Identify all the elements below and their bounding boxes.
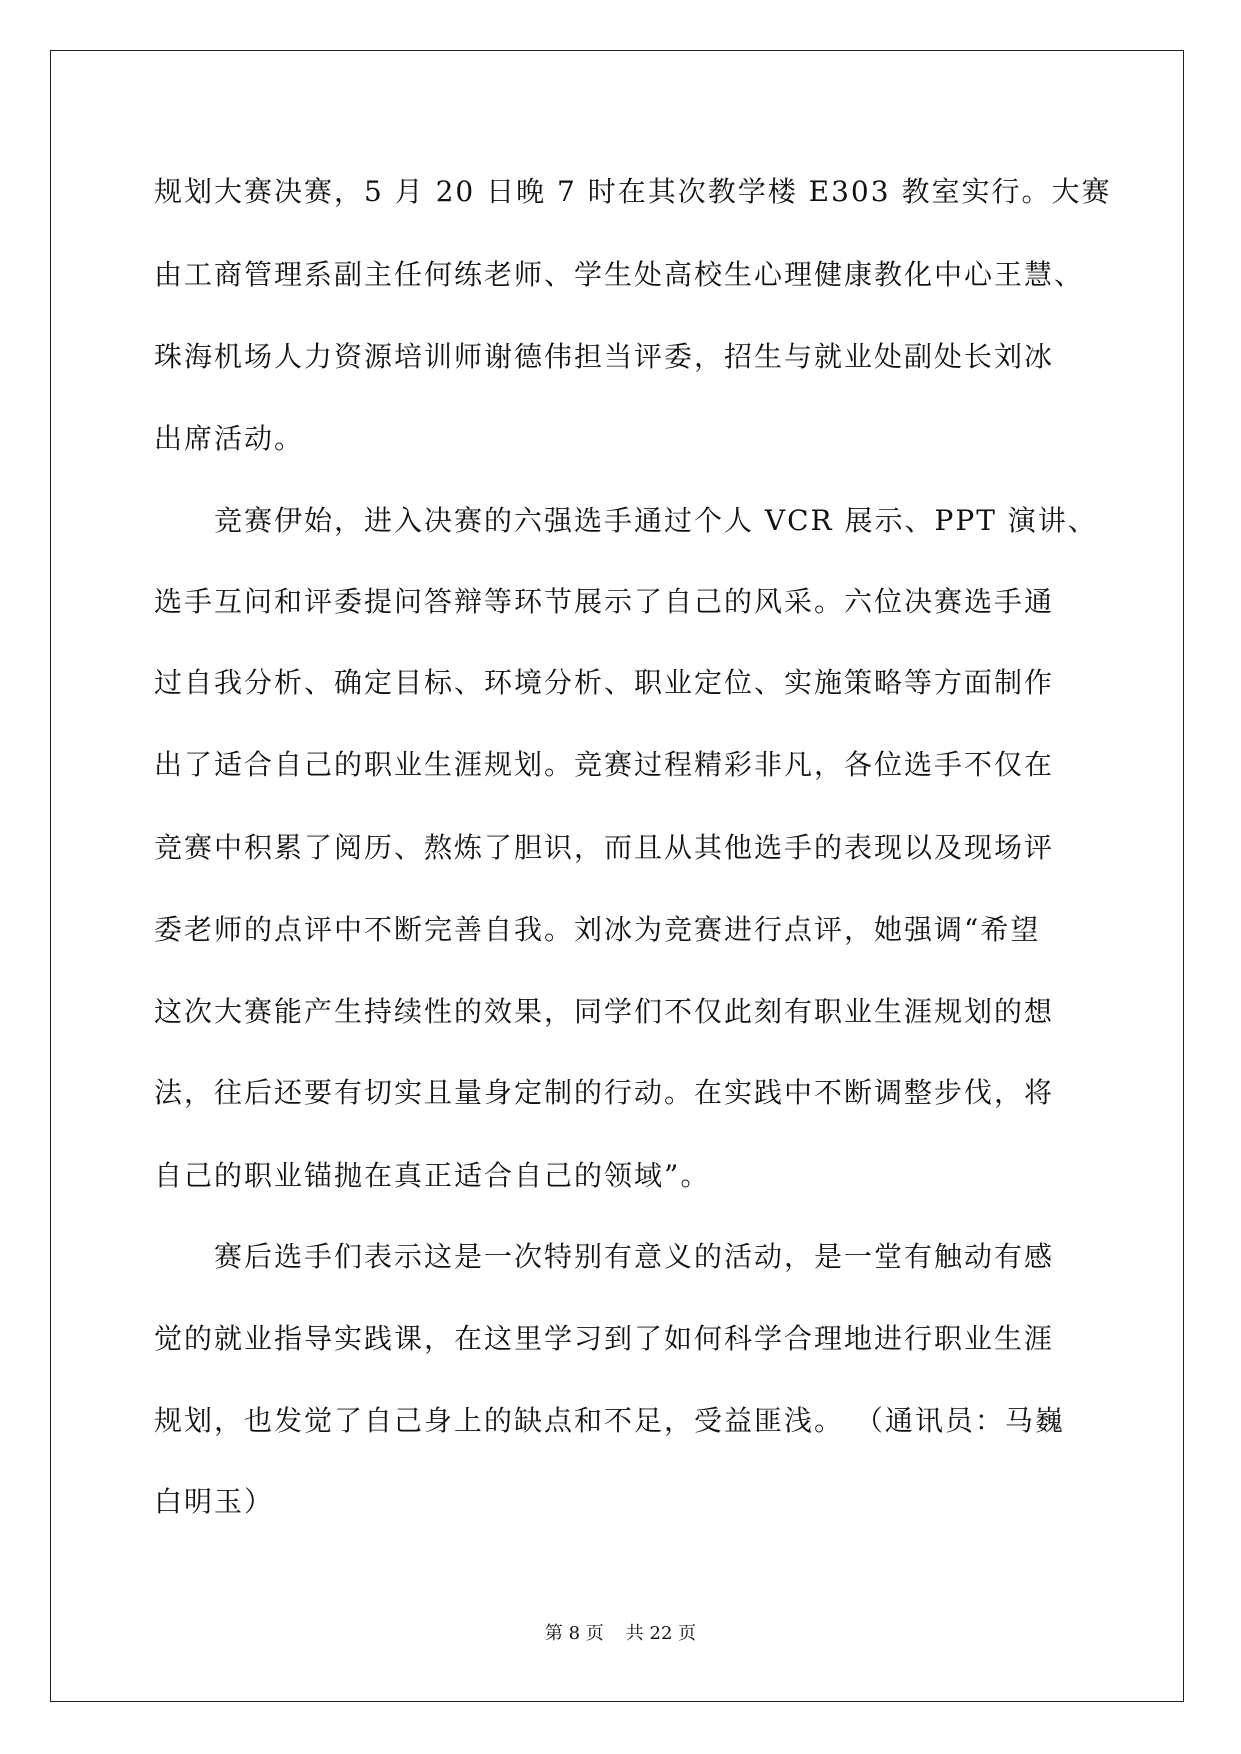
- paragraph-line: 规划大赛决赛，5 月 20 日晚 7 时在其次教学楼 E303 教室实行。大赛: [154, 175, 1112, 208]
- paragraph-line: 法，往后还要有切实且量身定制的行动。在实践中不断调整步伐，将: [154, 1076, 1055, 1109]
- page-border: [50, 50, 1184, 1702]
- paragraph-line: 由工商管理系副主任何练老师、学生处高校生心理健康教化中心王慧、: [154, 258, 1085, 291]
- paragraph-line: 自己的职业锚抛在真正适合自己的领域”。: [154, 1159, 711, 1192]
- page-total: 共 22 页: [625, 1623, 697, 1644]
- paragraph-line: 珠海机场人力资源培训师谢德伟担当评委，招生与就业处副处长刘冰: [154, 340, 1055, 373]
- paragraph-line: 规划，也发觉了自己身上的缺点和不足，受益匪浅。 （通讯员：马巍: [154, 1404, 1065, 1437]
- page-footer: [0, 1623, 1241, 1645]
- paragraph-line: 委老师的点评中不断完善自我。刘冰为竞赛进行点评，她强调“希望: [154, 913, 1041, 946]
- paragraph-line: 觉的就业指导实践课，在这里学习到了如何科学合理地进行职业生涯: [154, 1322, 1055, 1355]
- paragraph-line: 白明玉）: [154, 1485, 275, 1518]
- paragraph-line: 竞赛伊始，进入决赛的六强选手通过个人 VCR 展示、PPT 演讲、: [214, 504, 1098, 537]
- paragraph-line: 选手互问和评委提问答辩等环节展示了自己的风采。六位决赛选手通: [154, 585, 1055, 618]
- paragraph-line: 赛后选手们表示这是一次特别有意义的活动，是一堂有触动有感: [214, 1240, 1055, 1273]
- paragraph-line: 竞赛中积累了阅历、熬炼了胆识，而且从其他选手的表现以及现场评: [154, 831, 1055, 864]
- paragraph-line: 出席活动。: [154, 422, 305, 455]
- paragraph-line: 过自我分析、确定目标、环境分析、职业定位、实施策略等方面制作: [154, 666, 1055, 699]
- page-number: 第 8 页: [544, 1623, 604, 1644]
- paragraph-line: 这次大赛能产生持续性的效果，同学们不仅此刻有职业生涯规划的想: [154, 995, 1055, 1028]
- paragraph-line: 出了适合自己的职业生涯规划。竞赛过程精彩非凡，各位选手不仅在: [154, 748, 1055, 781]
